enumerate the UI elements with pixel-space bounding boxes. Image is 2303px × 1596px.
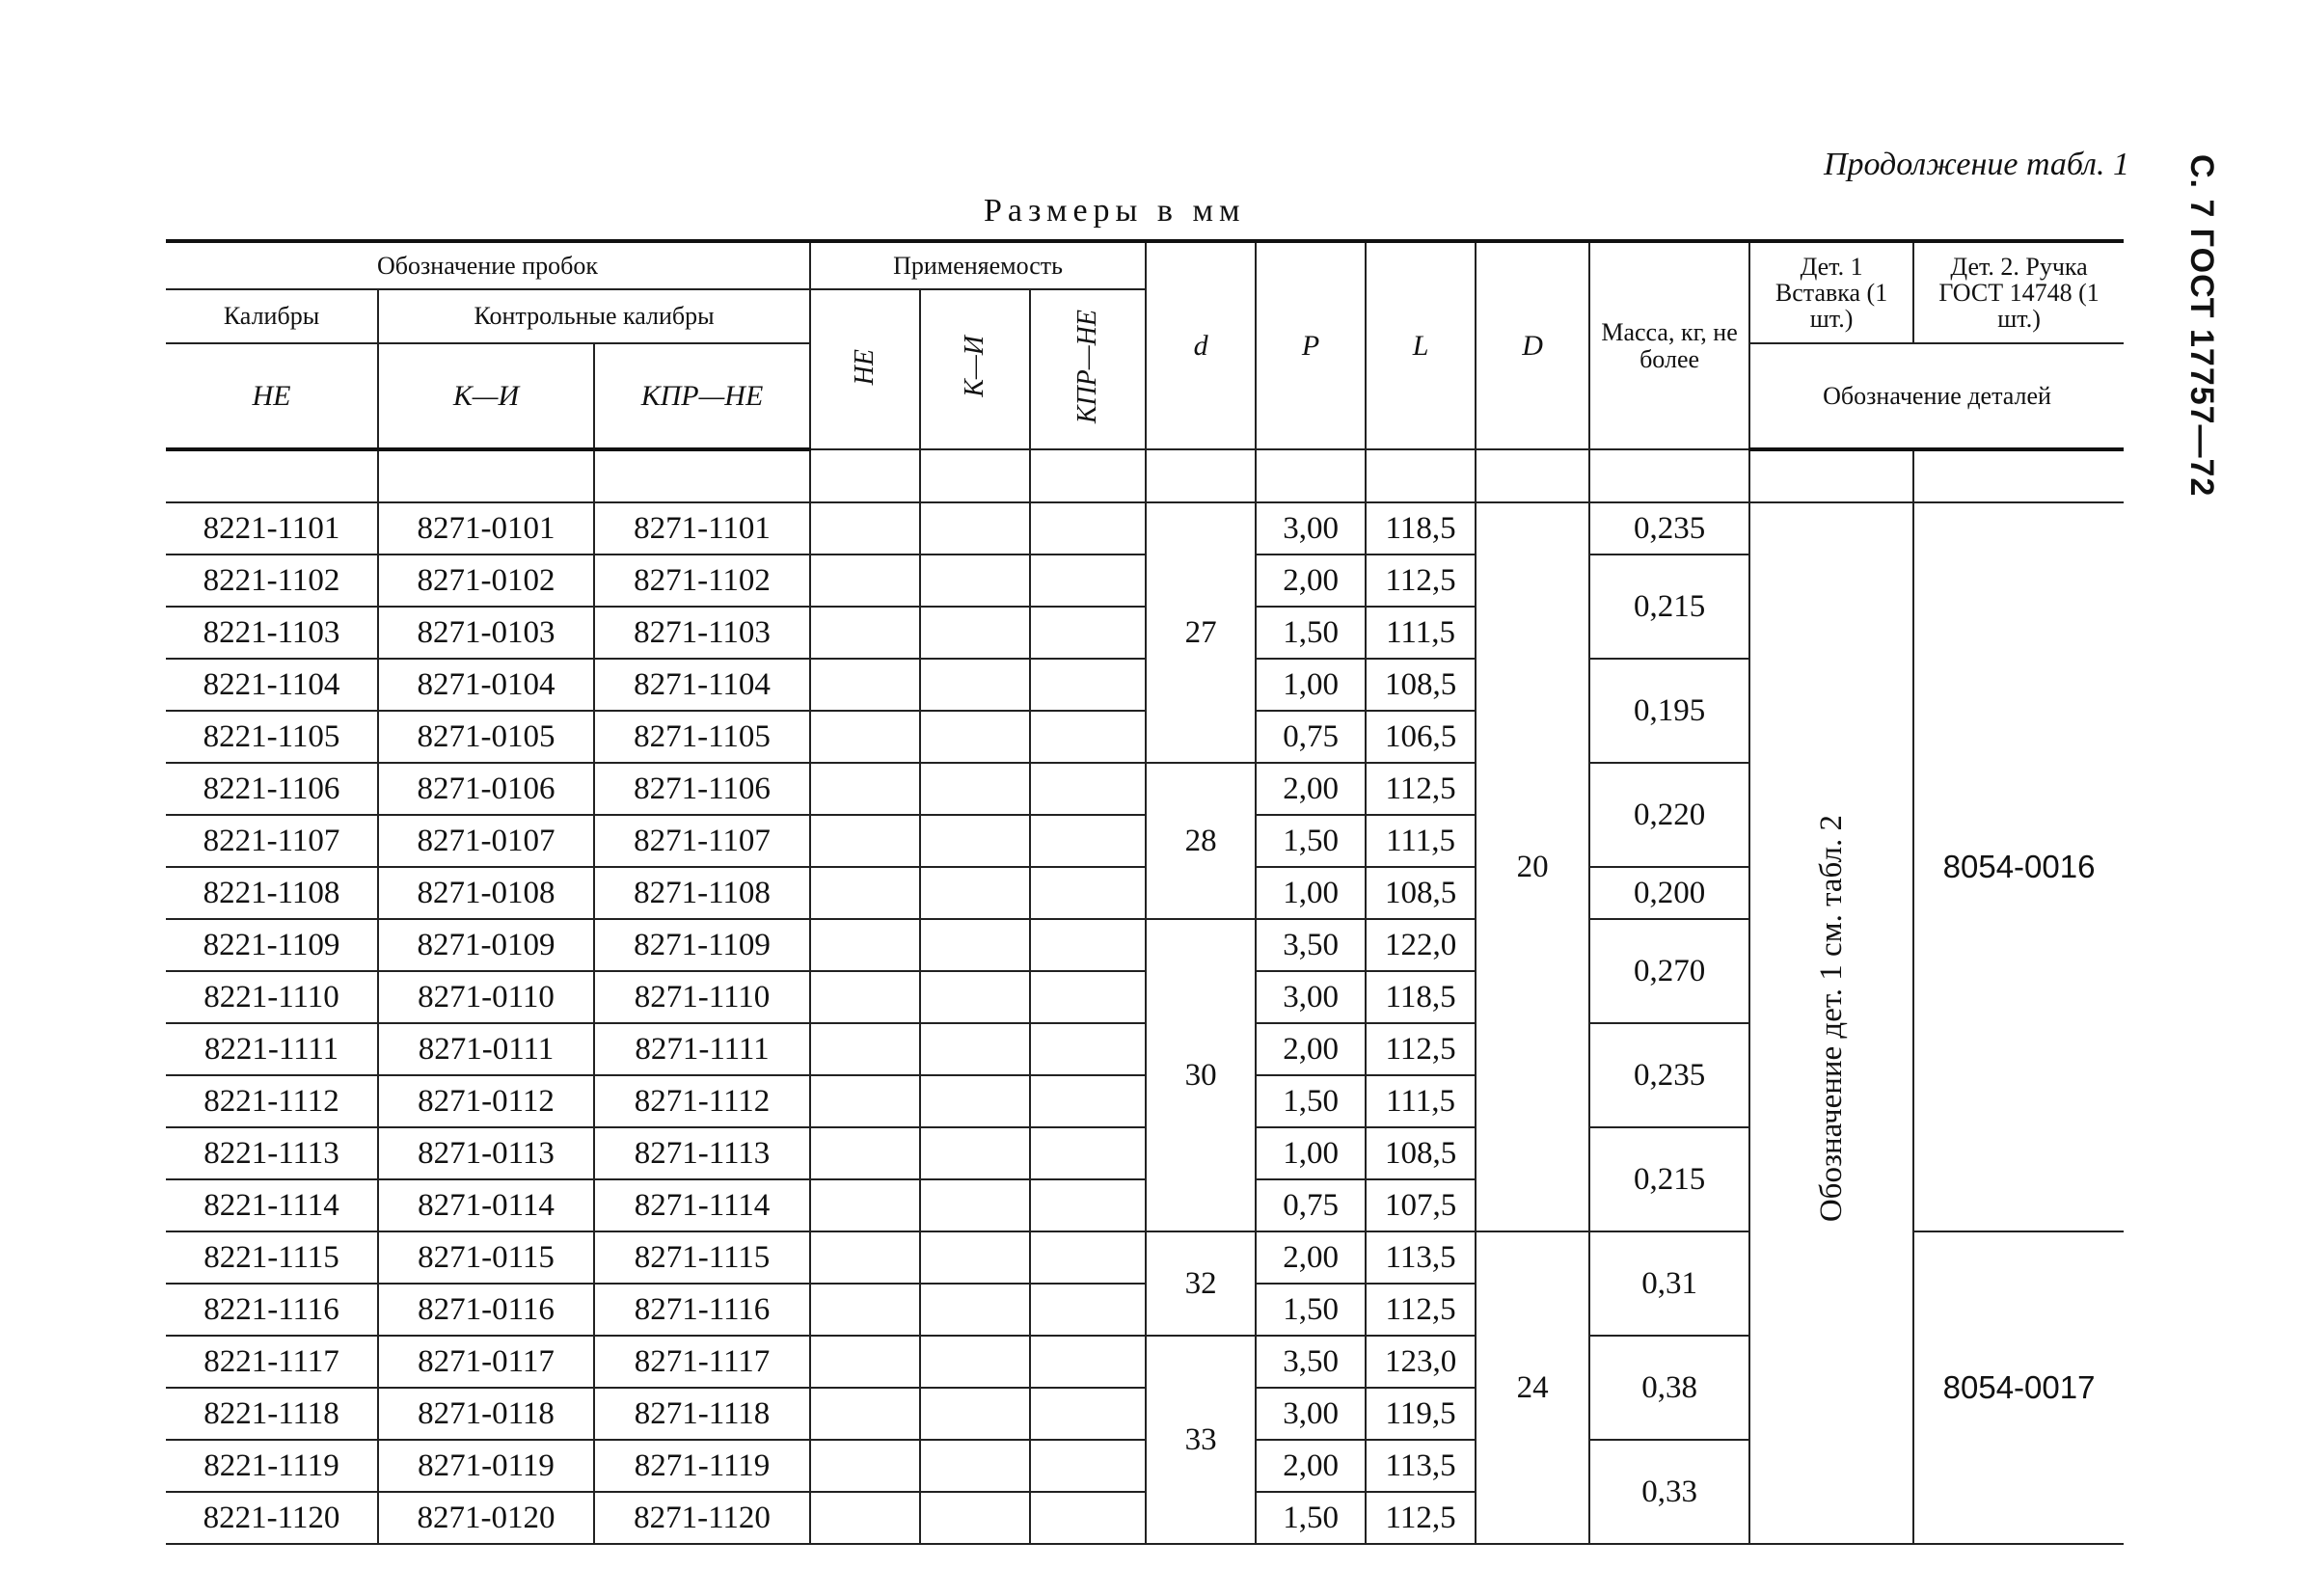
cell-app-k-i <box>920 919 1030 971</box>
cell-ne: 8221-1111 <box>166 1023 378 1075</box>
cell-k-i: 8271-0103 <box>378 607 594 659</box>
cell-L: 111,5 <box>1366 607 1476 659</box>
header-D: D <box>1476 241 1589 449</box>
cell-app-ne <box>810 1492 920 1544</box>
table-body <box>166 449 2124 1544</box>
cell-P: 3,00 <box>1256 502 1366 555</box>
cell-app-ne <box>810 1231 920 1284</box>
header-gauges: Калибры <box>166 289 378 343</box>
cell-mass: 0,195 <box>1589 659 1749 763</box>
cell-kpr-ne: 8271-1107 <box>594 815 810 867</box>
cell-app-kpr-ne <box>1030 1231 1146 1284</box>
header-P: P <box>1256 241 1366 449</box>
cell-kpr-ne: 8271-1109 <box>594 919 810 971</box>
header-col-k-i: К—И <box>378 343 594 449</box>
cell-mass: 0,220 <box>1589 763 1749 867</box>
cell-kpr-ne: 8271-1106 <box>594 763 810 815</box>
cell-L: 112,5 <box>1366 763 1476 815</box>
cell-ne: 8221-1114 <box>166 1179 378 1231</box>
header-part-designation: Обозначение деталей <box>1749 343 2124 449</box>
cell-app-kpr-ne <box>1030 1127 1146 1179</box>
cell-P: 0,75 <box>1256 1179 1366 1231</box>
spec-table <box>166 239 2124 1545</box>
cell-kpr-ne: 8271-1116 <box>594 1284 810 1336</box>
cell-d: 28 <box>1146 763 1256 919</box>
cell-ne: 8221-1101 <box>166 502 378 555</box>
cell-kpr-ne: 8271-1118 <box>594 1388 810 1440</box>
cell-ne: 8221-1113 <box>166 1127 378 1179</box>
cell-app-ne <box>810 502 920 555</box>
cell-ne: 8221-1116 <box>166 1284 378 1336</box>
cell-P: 2,00 <box>1256 1440 1366 1492</box>
cell-D: 20 <box>1476 502 1589 1231</box>
cell-P: 2,00 <box>1256 555 1366 607</box>
cell-ne: 8221-1109 <box>166 919 378 971</box>
cell-app-k-i <box>920 1440 1030 1492</box>
cell-ne: 8221-1115 <box>166 1231 378 1284</box>
table-row <box>166 502 2124 555</box>
cell-mass: 0,215 <box>1589 555 1749 659</box>
cell-ne: 8221-1119 <box>166 1440 378 1492</box>
cell-det2: 8054-0017 <box>1913 1231 2124 1544</box>
cell-ne: 8221-1112 <box>166 1075 378 1127</box>
cell-d: 32 <box>1146 1231 1256 1336</box>
cell-P: 3,00 <box>1256 971 1366 1023</box>
cell-app-k-i <box>920 502 1030 555</box>
cell-app-kpr-ne <box>1030 763 1146 815</box>
cell-P: 3,50 <box>1256 919 1366 971</box>
cell-k-i: 8271-0111 <box>378 1023 594 1075</box>
cell-P: 1,50 <box>1256 1492 1366 1544</box>
cell-app-kpr-ne <box>1030 711 1146 763</box>
header-control-gauges: Контрольные калибры <box>378 289 810 343</box>
cell-app-k-i <box>920 1388 1030 1440</box>
cell-k-i: 8271-0109 <box>378 919 594 971</box>
cell-app-ne <box>810 815 920 867</box>
cell-app-k-i <box>920 1179 1030 1231</box>
cell-app-kpr-ne <box>1030 971 1146 1023</box>
cell-mass: 0,235 <box>1589 1023 1749 1127</box>
cell-app-ne <box>810 659 920 711</box>
cell-k-i: 8271-0119 <box>378 1440 594 1492</box>
cell-k-i: 8271-0113 <box>378 1127 594 1179</box>
cell-app-kpr-ne <box>1030 1388 1146 1440</box>
cell-app-ne <box>810 1179 920 1231</box>
cell-app-k-i <box>920 1023 1030 1075</box>
page-label: С. 7 ГОСТ 17757—72 <box>2183 154 2220 498</box>
cell-P: 2,00 <box>1256 1231 1366 1284</box>
cell-P: 1,50 <box>1256 815 1366 867</box>
cell-P: 3,50 <box>1256 1336 1366 1388</box>
cell-app-ne <box>810 1075 920 1127</box>
units-caption: Размеры в мм <box>984 193 1246 229</box>
cell-mass: 0,200 <box>1589 867 1749 919</box>
cell-kpr-ne: 8271-1114 <box>594 1179 810 1231</box>
cell-app-ne <box>810 1440 920 1492</box>
cell-kpr-ne: 8271-1108 <box>594 867 810 919</box>
cell-app-k-i <box>920 815 1030 867</box>
cell-ne: 8221-1108 <box>166 867 378 919</box>
cell-kpr-ne: 8271-1103 <box>594 607 810 659</box>
cell-L: 106,5 <box>1366 711 1476 763</box>
cell-app-k-i <box>920 607 1030 659</box>
cell-ne: 8221-1103 <box>166 607 378 659</box>
cell-L: 111,5 <box>1366 815 1476 867</box>
cell-P: 1,50 <box>1256 1075 1366 1127</box>
cell-L: 112,5 <box>1366 1023 1476 1075</box>
cell-ne: 8221-1117 <box>166 1336 378 1388</box>
header-det1: Дет. 1 Вставка (1 шт.) <box>1749 241 1913 343</box>
cell-L: 119,5 <box>1366 1388 1476 1440</box>
cell-L: 112,5 <box>1366 1284 1476 1336</box>
header-d: d <box>1146 241 1256 449</box>
cell-L: 118,5 <box>1366 971 1476 1023</box>
cell-k-i: 8271-0120 <box>378 1492 594 1544</box>
cell-d: 30 <box>1146 919 1256 1231</box>
cell-app-k-i <box>920 1127 1030 1179</box>
cell-app-k-i <box>920 1492 1030 1544</box>
header-app-kpr-ne: КПР—НЕ <box>1030 289 1146 449</box>
cell-k-i: 8271-0108 <box>378 867 594 919</box>
cell-app-kpr-ne <box>1030 867 1146 919</box>
cell-k-i: 8271-0102 <box>378 555 594 607</box>
cell-app-kpr-ne <box>1030 502 1146 555</box>
cell-kpr-ne: 8271-1104 <box>594 659 810 711</box>
header-col-kpr-ne: КПР—НЕ <box>594 343 810 449</box>
cell-app-k-i <box>920 659 1030 711</box>
cell-k-i: 8271-0101 <box>378 502 594 555</box>
cell-app-ne <box>810 555 920 607</box>
cell-D: 24 <box>1476 1231 1589 1544</box>
cell-k-i: 8271-0104 <box>378 659 594 711</box>
cell-ne: 8221-1110 <box>166 971 378 1023</box>
cell-L: 118,5 <box>1366 502 1476 555</box>
cell-app-k-i <box>920 1231 1030 1284</box>
cell-kpr-ne: 8271-1101 <box>594 502 810 555</box>
cell-ne: 8221-1118 <box>166 1388 378 1440</box>
cell-app-k-i <box>920 555 1030 607</box>
cell-mass: 0,38 <box>1589 1336 1749 1440</box>
continuation-caption: Продолжение табл. 1 <box>1823 147 2129 182</box>
cell-app-kpr-ne <box>1030 1440 1146 1492</box>
cell-app-k-i <box>920 1075 1030 1127</box>
cell-mass: 0,215 <box>1589 1127 1749 1231</box>
cell-app-k-i <box>920 711 1030 763</box>
cell-P: 2,00 <box>1256 763 1366 815</box>
cell-app-ne <box>810 763 920 815</box>
cell-L: 107,5 <box>1366 1179 1476 1231</box>
cell-app-k-i <box>920 867 1030 919</box>
cell-app-k-i <box>920 1336 1030 1388</box>
cell-app-kpr-ne <box>1030 1336 1146 1388</box>
cell-ne: 8221-1105 <box>166 711 378 763</box>
cell-app-kpr-ne <box>1030 919 1146 971</box>
cell-L: 108,5 <box>1366 1127 1476 1179</box>
cell-k-i: 8271-0110 <box>378 971 594 1023</box>
cell-P: 1,50 <box>1256 607 1366 659</box>
cell-L: 112,5 <box>1366 1492 1476 1544</box>
cell-app-kpr-ne <box>1030 1075 1146 1127</box>
cell-mass: 0,235 <box>1589 502 1749 555</box>
cell-L: 111,5 <box>1366 1075 1476 1127</box>
cell-kpr-ne: 8271-1119 <box>594 1440 810 1492</box>
cell-app-ne <box>810 971 920 1023</box>
cell-app-k-i <box>920 763 1030 815</box>
cell-app-kpr-ne <box>1030 607 1146 659</box>
cell-kpr-ne: 8271-1113 <box>594 1127 810 1179</box>
cell-P: 0,75 <box>1256 711 1366 763</box>
cell-app-ne <box>810 919 920 971</box>
cell-L: 113,5 <box>1366 1231 1476 1284</box>
cell-k-i: 8271-0116 <box>378 1284 594 1336</box>
cell-app-kpr-ne <box>1030 555 1146 607</box>
cell-P: 1,50 <box>1256 1284 1366 1336</box>
cell-k-i: 8271-0115 <box>378 1231 594 1284</box>
cell-app-k-i <box>920 1284 1030 1336</box>
cell-d: 33 <box>1146 1336 1256 1544</box>
header-L: L <box>1366 241 1476 449</box>
cell-kpr-ne: 8271-1112 <box>594 1075 810 1127</box>
cell-app-ne <box>810 607 920 659</box>
cell-ne: 8221-1120 <box>166 1492 378 1544</box>
cell-kpr-ne: 8271-1102 <box>594 555 810 607</box>
cell-mass: 0,33 <box>1589 1440 1749 1544</box>
cell-k-i: 8271-0114 <box>378 1179 594 1231</box>
header-applicability: Применяемость <box>810 241 1146 289</box>
cell-L: 108,5 <box>1366 659 1476 711</box>
header-det2: Дет. 2. Ручка ГОСТ 14748 (1 шт.) <box>1913 241 2124 343</box>
cell-kpr-ne: 8271-1115 <box>594 1231 810 1284</box>
header-mass: Масса, кг, не более <box>1589 241 1749 449</box>
cell-ne: 8221-1104 <box>166 659 378 711</box>
cell-L: 108,5 <box>1366 867 1476 919</box>
cell-k-i: 8271-0107 <box>378 815 594 867</box>
cell-kpr-ne: 8271-1120 <box>594 1492 810 1544</box>
cell-det1-note: Обозначение дет. 1 см. табл. 2 <box>1749 502 1913 1544</box>
cell-app-ne <box>810 867 920 919</box>
cell-L: 113,5 <box>1366 1440 1476 1492</box>
cell-app-k-i <box>920 971 1030 1023</box>
cell-d: 27 <box>1146 502 1256 763</box>
cell-k-i: 8271-0112 <box>378 1075 594 1127</box>
header-plug-designation: Обозначение пробок <box>166 241 810 289</box>
cell-kpr-ne: 8271-1105 <box>594 711 810 763</box>
header-app-k-i: К—И <box>920 289 1030 449</box>
cell-ne: 8221-1106 <box>166 763 378 815</box>
header-col-ne: НЕ <box>166 343 378 449</box>
cell-app-ne <box>810 711 920 763</box>
cell-app-ne <box>810 1023 920 1075</box>
cell-mass: 0,270 <box>1589 919 1749 1023</box>
cell-app-kpr-ne <box>1030 815 1146 867</box>
cell-L: 122,0 <box>1366 919 1476 971</box>
cell-app-ne <box>810 1127 920 1179</box>
cell-P: 2,00 <box>1256 1023 1366 1075</box>
header-app-ne: НЕ <box>810 289 920 449</box>
cell-k-i: 8271-0117 <box>378 1336 594 1388</box>
cell-kpr-ne: 8271-1111 <box>594 1023 810 1075</box>
cell-P: 3,00 <box>1256 1388 1366 1440</box>
cell-L: 123,0 <box>1366 1336 1476 1388</box>
cell-app-kpr-ne <box>1030 1023 1146 1075</box>
cell-kpr-ne: 8271-1110 <box>594 971 810 1023</box>
cell-k-i: 8271-0118 <box>378 1388 594 1440</box>
cell-app-ne <box>810 1388 920 1440</box>
cell-app-kpr-ne <box>1030 1284 1146 1336</box>
cell-app-ne <box>810 1284 920 1336</box>
cell-det2: 8054-0016 <box>1913 502 2124 1231</box>
cell-app-kpr-ne <box>1030 659 1146 711</box>
cell-k-i: 8271-0106 <box>378 763 594 815</box>
cell-P: 1,00 <box>1256 659 1366 711</box>
cell-app-kpr-ne <box>1030 1492 1146 1544</box>
cell-app-kpr-ne <box>1030 1179 1146 1231</box>
cell-P: 1,00 <box>1256 1127 1366 1179</box>
cell-kpr-ne: 8271-1117 <box>594 1336 810 1388</box>
cell-app-ne <box>810 1336 920 1388</box>
cell-mass: 0,31 <box>1589 1231 1749 1336</box>
cell-P: 1,00 <box>1256 867 1366 919</box>
cell-ne: 8221-1107 <box>166 815 378 867</box>
cell-ne: 8221-1102 <box>166 555 378 607</box>
cell-k-i: 8271-0105 <box>378 711 594 763</box>
cell-L: 112,5 <box>1366 555 1476 607</box>
